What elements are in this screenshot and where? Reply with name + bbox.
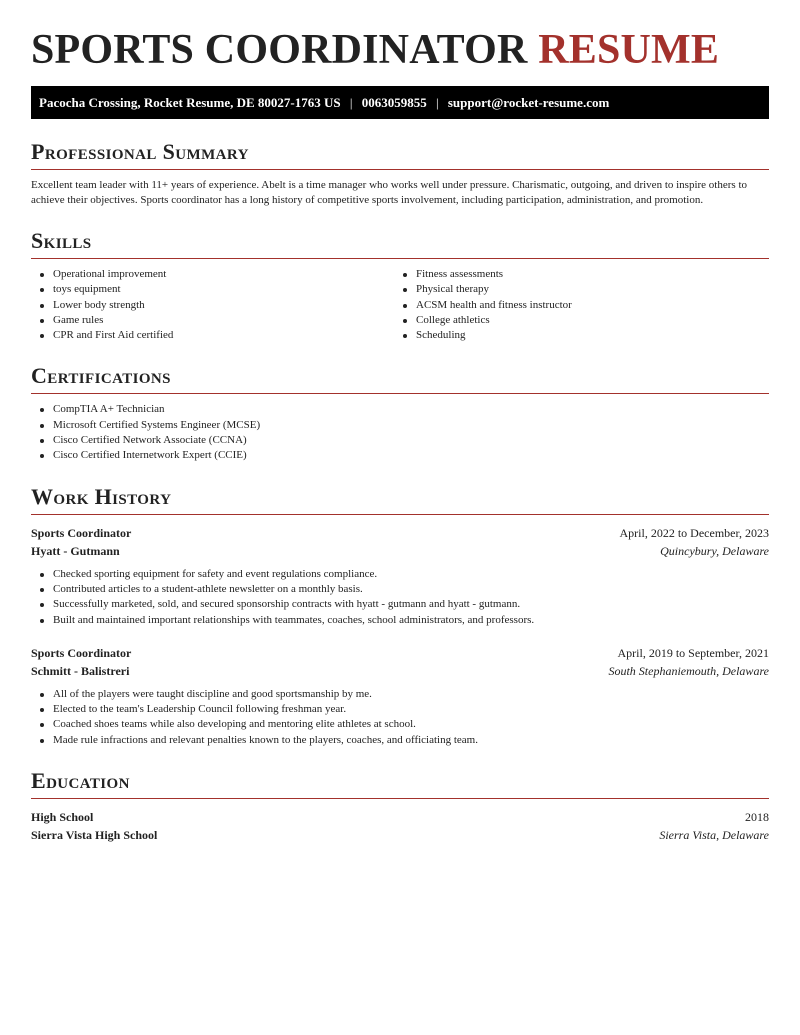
skill-item: Lower body strength [31, 298, 394, 313]
contact-address: Pacocha Crossing, Rocket Resume, DE 80027-1763 US [39, 95, 341, 110]
job-dates: April, 2019 to September, 2021 [617, 645, 769, 660]
job-bullet: Successfully marketed, sold, and secured sponsorship contracts with hyatt - gutmann and hyatt - gutmann. [31, 597, 769, 612]
job-bullets [31, 687, 769, 748]
skill-item: Game rules [31, 313, 394, 328]
job-company: Hyatt - Gutmann [31, 543, 120, 558]
education-school: Sierra Vista High School [31, 828, 158, 843]
skills-list-left [31, 267, 394, 343]
title-accent: RESUME [538, 27, 720, 73]
resume-page [31, 0, 769, 844]
summary-text: Excellent team leader with 11+ years of experience. Abelt is a time manager who works well under pressure. Charismatic, outgoing, and driven to inspire others to achieve their objectives. Sports coordinator has a long history of competitive sports involvement, including participation, administration, and promotion. [31, 179, 747, 206]
education-header-row [31, 808, 769, 826]
education-degree: High School [31, 810, 94, 825]
resume-title [31, 28, 769, 72]
job-bullet: Contributed articles to a student-athlete newsletter on a monthly basis. [31, 582, 769, 597]
job-title: Sports Coordinator [31, 525, 132, 540]
education-section [31, 769, 769, 844]
certifications-list [31, 402, 769, 463]
job-bullet: Checked sporting equipment for safety and event regulations compliance. [31, 567, 769, 582]
section-heading: Professional Summary [31, 140, 769, 170]
job-title: Sports Coordinator [31, 645, 132, 660]
job-entry [31, 524, 769, 628]
certification-item: Microsoft Certified Systems Engineer (MCSE) [31, 418, 769, 433]
section-heading: Skills [31, 229, 769, 259]
section-heading: Education [31, 769, 769, 799]
skill-item: toys equipment [31, 282, 394, 297]
title-main: SPORTS COORDINATOR [31, 27, 528, 73]
certifications-section [31, 364, 769, 463]
job-location: Quincybury, Delaware [660, 543, 769, 558]
job-company: Schmitt - Balistreri [31, 663, 130, 678]
job-bullet: All of the players were taught discipline and good sportsmanship by me. [31, 687, 769, 702]
skill-item: Scheduling [394, 328, 757, 343]
contact-email[interactable]: support@rocket-resume.com [447, 95, 610, 110]
job-bullet: Made rule infractions and relevant penalties known to the players, coaches, and officiating team. [31, 733, 769, 748]
job-bullets [31, 567, 769, 628]
skill-item: CPR and First Aid certified [31, 328, 394, 343]
contact-separator: | [436, 95, 439, 110]
job-bullet: Built and maintained important relationships with teammates, coaches, school administrators, and professors. [31, 613, 769, 628]
contact-separator: | [349, 95, 353, 110]
certification-item: Cisco Certified Network Associate (CCNA) [31, 433, 769, 448]
job-header-row [31, 644, 769, 662]
certification-item: CompTIA A+ Technician [31, 402, 769, 417]
job-dates: April, 2022 to December, 2023 [619, 525, 769, 540]
section-heading: Certifications [31, 364, 769, 394]
skill-item: Physical therapy [394, 282, 757, 297]
skill-item: Fitness assessments [394, 267, 757, 282]
job-header-row [31, 524, 769, 542]
contact-phone: 0063059855 [361, 95, 427, 110]
skills-columns [31, 267, 769, 343]
section-heading: Work History [31, 485, 769, 515]
job-bullet: Coached shoes teams while also developing and mentoring elite athletes at school. [31, 717, 769, 732]
job-bullet: Elected to the team's Leadership Council following freshman year. [31, 702, 769, 717]
contact-bar [31, 86, 769, 119]
education-school-row [31, 826, 769, 844]
skills-section [31, 229, 769, 343]
job-location: South Stephaniemouth, Delaware [608, 663, 769, 678]
education-entry [31, 808, 769, 844]
job-entry [31, 644, 769, 748]
certification-item: Cisco Certified Internetwork Expert (CCIE) [31, 448, 769, 463]
education-location: Sierra Vista, Delaware [659, 828, 769, 843]
summary-section [31, 140, 769, 208]
skill-item: College athletics [394, 313, 757, 328]
job-company-row [31, 662, 769, 680]
work-history-section [31, 485, 769, 748]
skill-item: Operational improvement [31, 267, 394, 282]
education-year: 2018 [745, 810, 769, 825]
skills-list-right [394, 267, 757, 343]
skill-item: ACSM health and fitness instructor [394, 298, 757, 313]
job-company-row [31, 542, 769, 560]
